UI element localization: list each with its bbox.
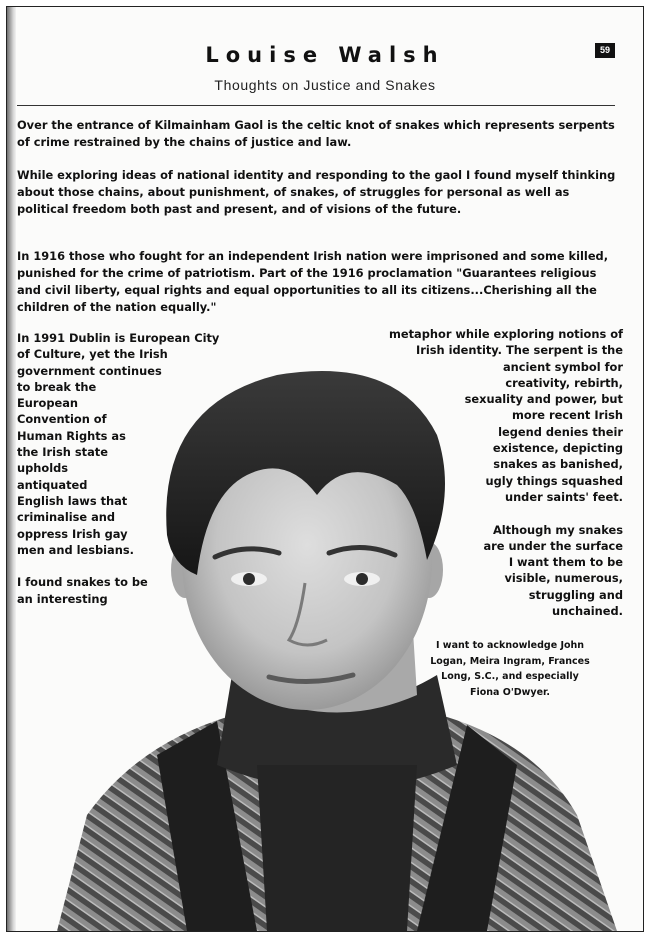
title-divider [17,105,615,106]
left-line: criminalise and [17,510,116,525]
right-line [355,505,623,521]
left-line [17,558,267,574]
acknowledgement-text [415,638,605,700]
ack-line: I want to acknowledge John [435,640,585,651]
left-line: to break the [17,379,97,394]
left-line: European [17,396,79,411]
right-line: I want them to be [508,555,623,570]
left-line: upholds [17,461,69,476]
magazine-page [6,6,644,932]
left-line: an interesting [17,591,108,606]
left-line: English laws that [17,493,128,508]
left-line: oppress Irish gay [17,526,128,541]
intro-paragraph-3: In 1916 those who fought for an independent Irish nation were imprisoned and some killed, punished for the crime of patriotism. Part of the 1916 proclamation "Guarantees religious and civil liberty, equal rights and equal opportunities to all its citizens...Cherishing all the children of the nation equally." [17,249,609,314]
left-line: men and lesbians. [17,542,134,557]
right-line: are under the surface [483,538,623,553]
left-line: government continues [17,363,162,378]
ack-line: Long, S.C., and especially [441,671,579,682]
left-line: Human Rights as [17,428,126,443]
right-line: legend denies their [498,424,623,439]
left-line: the Irish state [17,445,108,460]
right-line: ancient symbol for [502,359,623,374]
right-column-text [355,326,623,619]
intro-paragraph-1: Over the entrance of Kilmainham Gaol is the celtic knot of snakes which represents serpents of crime restrained by the chains of justice and law. [17,118,615,149]
left-line: In 1991 Dublin is European City [17,331,220,345]
right-line: snakes as banished, [493,457,623,472]
right-line: struggling and [528,587,623,602]
right-line: more recent Irish [512,408,623,423]
right-line: ugly things squashed [485,473,623,488]
right-line: creativity, rebirth, [505,375,623,390]
left-line: Convention of [17,412,107,427]
right-line: under saints' feet. [504,489,623,504]
page-number-badge: 59 [595,43,615,58]
right-line: sexuality and power, but [464,392,623,407]
left-column-text [17,330,267,607]
left-line: of Culture, yet the Irish [17,347,168,362]
intro-paragraph-2: While exploring ideas of national identity and responding to the gaol I found myself thinking about those chains, about punishment, of snakes, of struggles for personal as well as political freedom both past and present, and of visions of the future. [17,168,616,216]
right-line: Irish identity. The serpent is the [416,343,623,358]
page-title: Louise Walsh [205,43,445,67]
ack-line: Fiona O'Dwyer. [470,686,550,698]
ack-line: Logan, Meira Ingram, Frances [430,655,590,667]
right-line: visible, numerous, [504,571,623,586]
page-subtitle: Thoughts on Justice and Snakes [214,77,436,93]
right-line: metaphor while exploring notions of [389,327,623,341]
left-line: I found snakes to be [17,575,148,590]
right-line: existence, depicting [492,441,623,456]
right-line: Although my snakes [492,522,623,537]
left-line: antiquated [17,477,88,492]
page-binding-shadow [7,7,16,931]
right-line: unchained. [552,604,623,619]
